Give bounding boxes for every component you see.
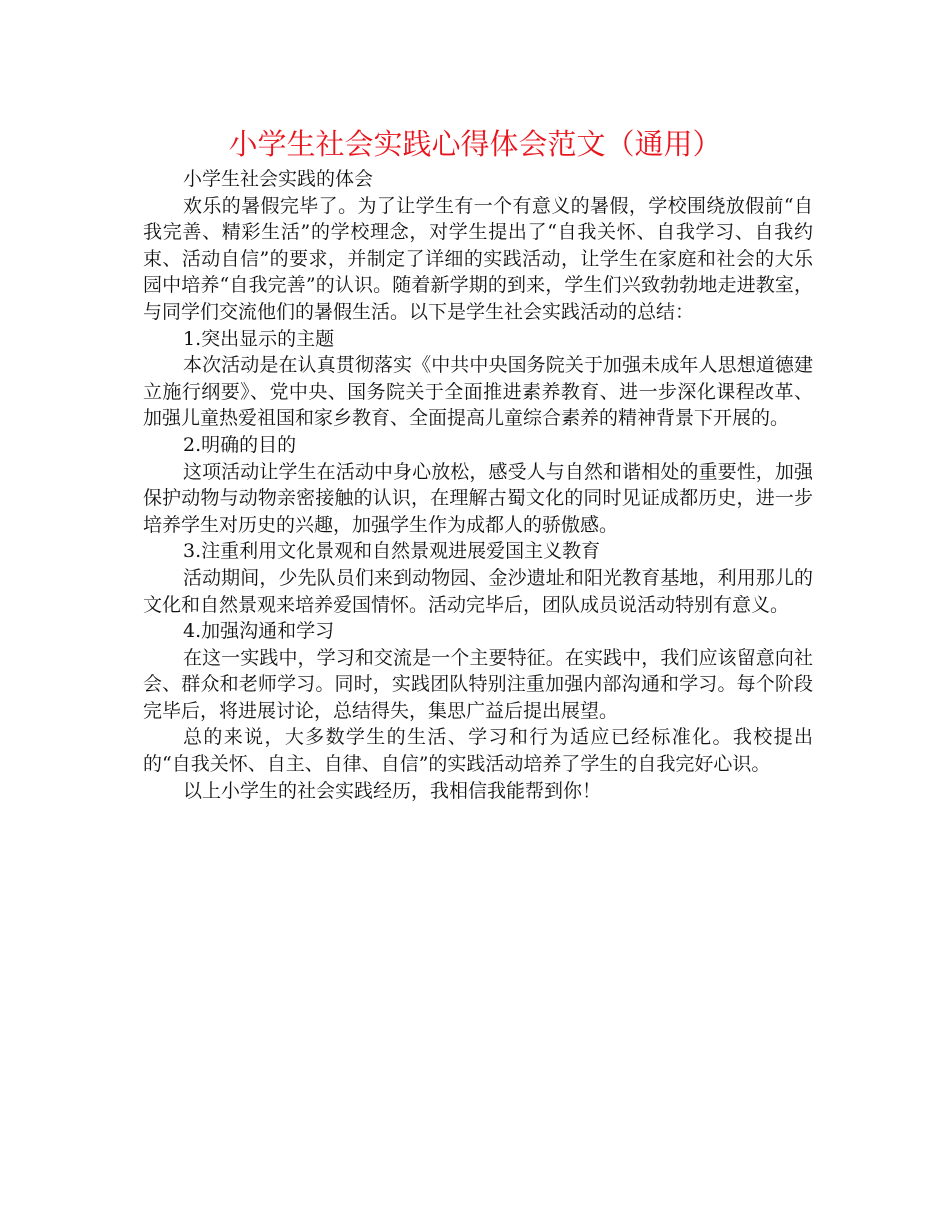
section-heading-2: 2.明确的目的 — [183, 433, 297, 456]
paragraph-section-2: 这项活动让学生在活动中身心放松，感受人与自然和谐相处的重要性，加强保护动物与动物亲密接触的认识，在理解古蜀文化的同时见证成都历史，进一步培养学生对历史的兴趣，加强学生作为成都人的骄傲感。 — [143, 460, 813, 536]
paragraph-section-4: 在这一实践中，学习和交流是一个主要特征。在实践中，我们应该留意向社会、群众和老师学习。同时，实践团队特别注重加强内部沟通和学习。每个阶段完毕后，将进展讨论，总结得失，集思广益后提出展望。 — [143, 646, 813, 722]
section-heading-3: 3.注重利用文化景观和自然景观进展爱国主义教育 — [183, 540, 601, 563]
document-body — [143, 166, 813, 804]
paragraph-section-3: 活动期间，少先队员们来到动物园、金沙遗址和阳光教育基地，利用那儿的文化和自然景观来培养爱国情怀。活动完毕后，团队成员说活动特别有意义。 — [143, 566, 813, 616]
section-heading-1: 1.突出显示的主题 — [183, 327, 335, 350]
paragraph-subtitle: 小学生社会实践的体会 — [183, 168, 374, 190]
paragraph-intro: 欢乐的暑假完毕了。为了让学生有一个有意义的暑假，学校围绕放假前“自我完善、精彩生活”的学校理念，对学生提出了“自我关怀、自我学习、自我约束、活动自信”的要求，并制定了详细的实践活动，让学生在家庭和社会的大乐园中培养“自我完善”的认识。随着新学期的到来，学生们兴致勃勃地走进教室，与同学们交流他们的暑假生活。以下是学生社会实践活动的总结： — [143, 194, 813, 323]
section-heading-4: 4.加强沟通和学习 — [183, 620, 335, 643]
document-title: 小学生社会实践心得体会范文（通用） — [228, 127, 722, 161]
paragraph-section-1: 本次活动是在认真贯彻落实《中共中央国务院关于加强未成年人思想道德建立施行纲要》、党中央、国务院关于全面推进素养教育、进一步深化课程改革、加强儿童热爱祖国和家乡教育、全面提高儿童综合素养的精神背景下开展的。 — [143, 354, 813, 430]
paragraph-closing: 以上小学生的社会实践经历，我相信我能帮到你！ — [183, 779, 602, 802]
paragraph-summary: 总的来说，大多数学生的生活、学习和行为适应已经标准化。我校提出的“自我关怀、自主、自律、自信”的实践活动培养了学生的自我完好心识。 — [143, 726, 813, 776]
